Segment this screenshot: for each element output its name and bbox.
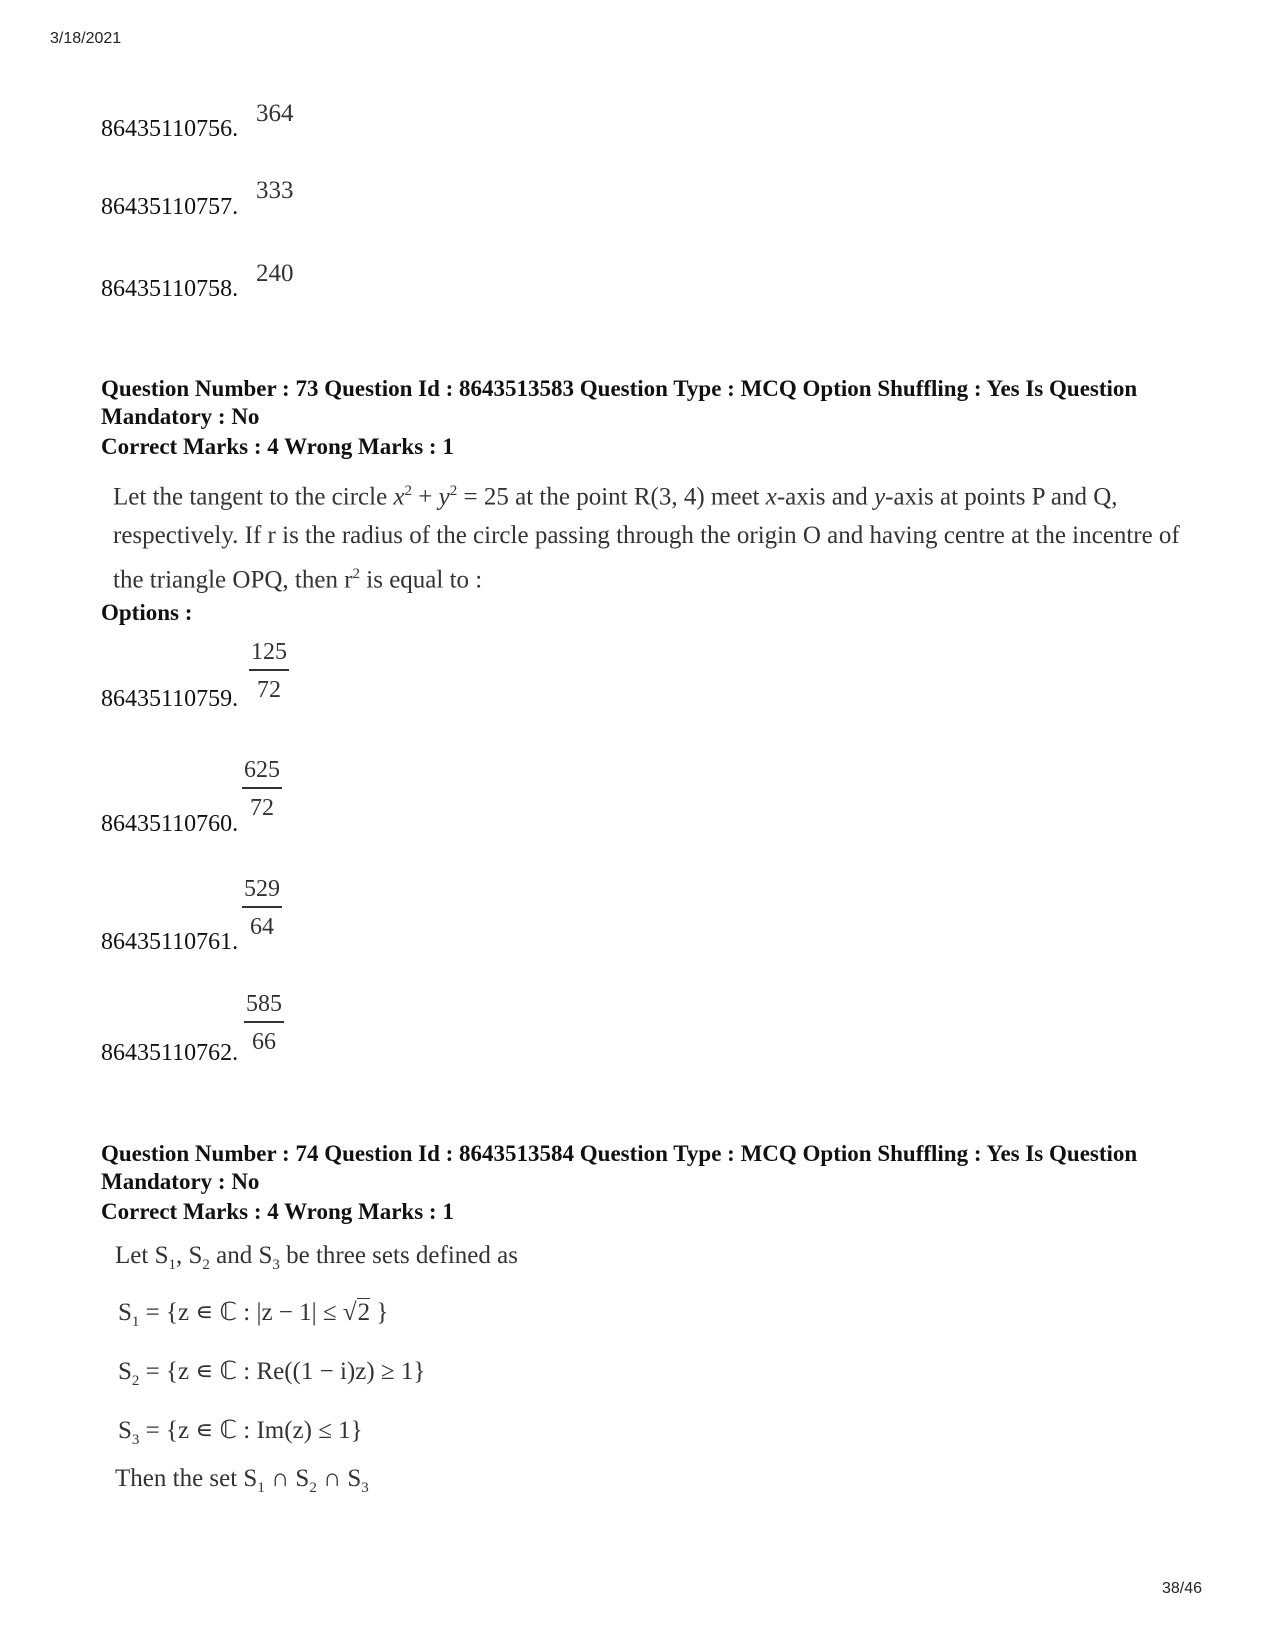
fraction-numerator: 529: [242, 875, 282, 908]
page-number: 38/46: [1162, 1580, 1203, 1597]
option-fraction: [242, 875, 282, 941]
option-id: 86435110760.: [101, 811, 239, 837]
option-fraction: [249, 638, 289, 704]
option-id: 86435110757.: [101, 194, 239, 220]
fraction-numerator: 625: [242, 756, 282, 789]
set-definition-s2: $S_2 = \{z$ ∊ ℂ : Re((1 − i)z) ≥ 1}: [118, 1358, 426, 1389]
question-conclusion: Then the set $S_1$ ∩ $S_2$ ∩ $S_3$: [115, 1465, 369, 1496]
option-fraction: [242, 756, 282, 822]
set-definition-s3: $S_3 = \{z$ ∊ ℂ : Im(z) ≤ 1}: [118, 1417, 363, 1448]
fraction-denominator: 72: [250, 795, 274, 821]
print-date: 3/18/2021: [50, 30, 122, 47]
options-label: Options :: [101, 600, 193, 625]
question-header: Question Number : 74 Question Id : 8643513584 Question Type : MCQ Option Shuffling : Yes Is Question Mandatory : No: [101, 1141, 1138, 1194]
option-id: 86435110761.: [101, 929, 239, 955]
option-value: 333: [256, 177, 294, 204]
sets-intro: Let $S_1$, $S_2$ and $S_3$ be three sets defined as: [115, 1242, 518, 1273]
option-fraction: [244, 990, 284, 1056]
option-id: 86435110762.: [101, 1040, 239, 1066]
fraction-numerator: 585: [244, 990, 284, 1023]
fraction-denominator: 72: [257, 677, 281, 703]
option-value: 364: [256, 100, 294, 127]
option-id: 86435110756.: [101, 116, 239, 142]
option-id: 86435110758.: [101, 276, 239, 302]
question-text: Let the tangent to the circle $x^2 + y^2 = 25$ at the point R(3, 4) meet x-axis and y-axis at points P and Q, respectively. If r is the radius of the circle passing through the origin O and having centre at the incentre of the triangle OPQ, then $r^2$ is equal to :: [113, 483, 1180, 594]
option-id: 86435110759.: [101, 686, 239, 712]
marks-line: Correct Marks : 4 Wrong Marks : 1: [101, 434, 454, 459]
fraction-denominator: 64: [250, 914, 274, 940]
fraction-numerator: 125: [249, 638, 289, 671]
option-value: 240: [256, 260, 294, 287]
question-header: Question Number : 73 Question Id : 8643513583 Question Type : MCQ Option Shuffling : Yes Is Question Mandatory : No: [101, 376, 1138, 429]
fraction-denominator: 66: [252, 1029, 276, 1055]
marks-line: Correct Marks : 4 Wrong Marks : 1: [101, 1199, 454, 1224]
set-definition-s1: $S_1 = \{z$ ∊ ℂ : |z − 1| ≤ √2 }: [118, 1299, 389, 1330]
